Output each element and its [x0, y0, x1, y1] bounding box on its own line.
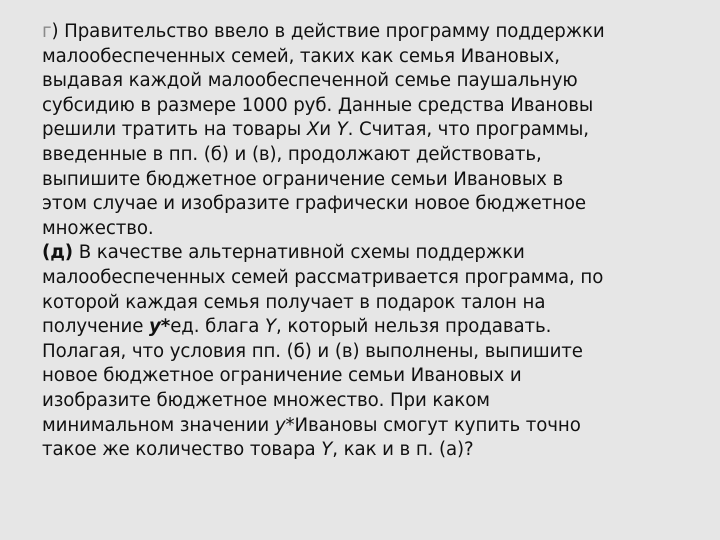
good-y-symbol: Y	[336, 119, 348, 141]
text-line	[42, 315, 702, 340]
text-line	[42, 438, 702, 463]
text-fragment: ) Правительство ввело в действие программу поддержки	[51, 21, 605, 42]
text-line: множество.	[42, 217, 154, 239]
text-line	[42, 241, 702, 266]
text-fragment: минимальном значении	[42, 414, 275, 436]
text-fragment: получение	[42, 316, 150, 338]
text-line: новое бюджетное ограничение семьи Ивановых и	[42, 365, 522, 387]
text-line: выпишите бюджетное ограничение семьи Ивановых в	[42, 168, 564, 190]
text-line: малообеспеченных семей, таких как семья Ивановых,	[42, 45, 560, 67]
text-line	[42, 414, 702, 439]
paragraph-part-d	[42, 241, 702, 462]
text-fragment: В качестве альтернативной схемы поддержки	[73, 242, 525, 264]
part-d-marker: (д)	[42, 242, 74, 264]
text-line: Полагая, что условия пп. (б) и (в) выполнены, выпишите	[42, 340, 583, 362]
y-star-symbol: y*	[274, 414, 295, 436]
good-y-symbol: Y	[321, 439, 333, 461]
text-fragment: и	[319, 119, 337, 141]
text-line: этом случае и изобразите графически новое бюджетное	[42, 193, 586, 215]
text-line: введенные в пп. (б) и (в), продолжают действовать,	[42, 143, 542, 165]
text-fragment: . Считая, что программы,	[347, 119, 589, 141]
text-fragment: Ивановы смогут купить точно	[294, 414, 581, 436]
text-fragment: ед. блага	[170, 316, 265, 338]
text-fragment: решили тратить на товары	[42, 119, 307, 141]
coupon-y-star-symbol: y*	[149, 316, 171, 338]
part-g-marker: г	[42, 21, 52, 42]
problem-text	[42, 20, 702, 463]
text-fragment: , который нельзя продавать.	[276, 316, 552, 338]
paragraph-part-g	[42, 20, 702, 241]
text-line	[42, 118, 702, 143]
text-line: изобразите бюджетное множество. При каком	[42, 389, 490, 411]
text-fragment: такое же количество товара	[42, 439, 322, 461]
text-line: субсидию в размере 1000 руб. Данные средства Ивановы	[42, 94, 594, 116]
text-line: которой каждая семья получает в подарок талон на	[42, 291, 546, 313]
text-line: выдавая каждой малообеспеченной семье паушальную	[42, 70, 578, 92]
text-line: малообеспеченных семей рассматривается программа, по	[42, 266, 604, 288]
text-line	[42, 20, 702, 45]
good-y-symbol: Y	[265, 316, 277, 338]
text-fragment: , как и в п. (а)?	[332, 439, 474, 461]
good-x-symbol: X	[306, 119, 320, 141]
